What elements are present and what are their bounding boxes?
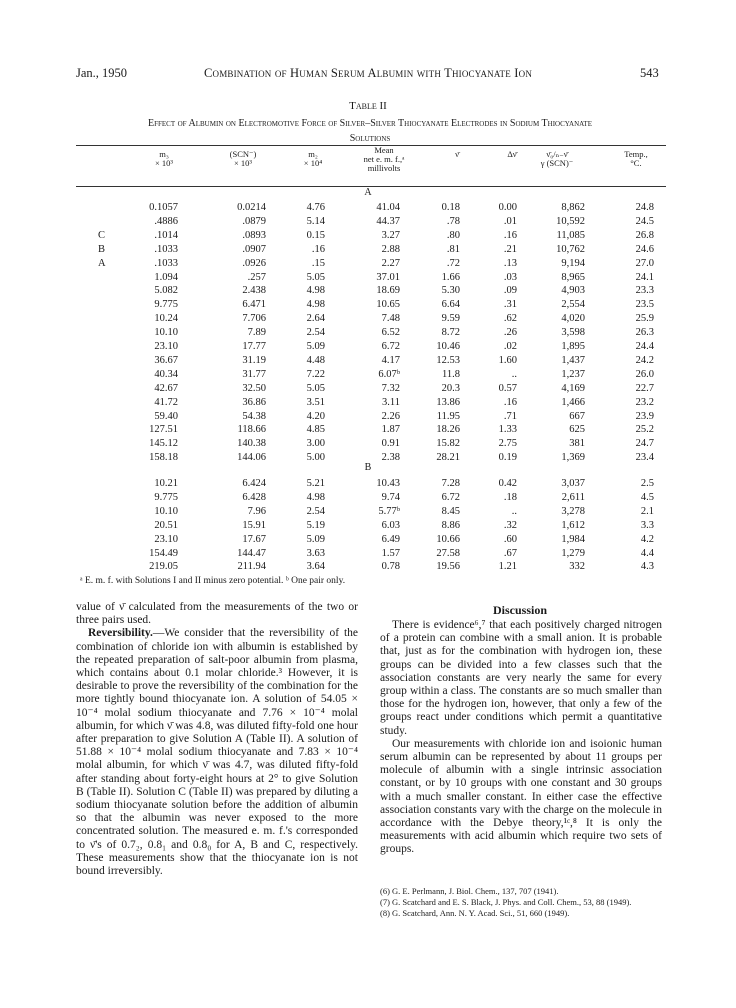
table-cell-ratio: 3,037 (561, 478, 585, 489)
table-cell-delta-nu-bar: .62 (503, 313, 517, 325)
table-cell-m3-x-10-3: 5.082 (154, 285, 178, 297)
column-header-line: × 10³ (234, 158, 252, 168)
table-cell-temp: 27.0 (635, 257, 654, 269)
table-cell-temp: 4.5 (640, 491, 654, 503)
table-cell-m2-x-10-4: 3.51 (306, 396, 325, 408)
table-cell-mean-net-emf: 3.27 (381, 229, 400, 241)
table-cell-nu-bar: 7.28 (441, 478, 460, 489)
table-cell-ratio: 1,369 (561, 452, 585, 464)
table-cell-ratio: 8,862 (561, 202, 585, 213)
table-cell-temp: 4.2 (640, 533, 654, 545)
left-column-text (76, 601, 358, 878)
table-cell-nu-bar: 6.72 (441, 491, 460, 503)
table-cell-temp: 2.5 (640, 478, 654, 489)
table-cell-ratio: 1,237 (561, 368, 585, 380)
table-cell-delta-nu-bar: .02 (503, 341, 517, 352)
table-cell-m3-x-10-3: 219.05 (149, 561, 178, 573)
column-header-line: ν̄₀/ₙ₋ν̄ (546, 149, 568, 159)
table-cell-m2-x-10-4: 5.05 (306, 271, 325, 283)
table-cell-scn-x-10-3: 6.428 (242, 491, 266, 503)
table-cell-mean-net-emf: 9.74 (381, 491, 400, 503)
table-cell-scn-x-10-3: 15.91 (242, 519, 266, 531)
table-cell-ratio: 4,169 (561, 382, 585, 394)
table-cell-m2-x-10-4: 2.54 (306, 505, 325, 517)
table-cell-m3-x-10-3: 10.24 (154, 313, 178, 325)
page-number: 543 (640, 66, 659, 80)
table-cell-nu-bar: 11.8 (442, 368, 460, 380)
table-cell-temp: 23.2 (635, 396, 654, 408)
table-cell-delta-nu-bar: .13 (503, 257, 517, 269)
table-cell-delta-nu-bar: .71 (503, 410, 517, 422)
table-cell-mean-net-emf: 2.27 (381, 257, 400, 269)
table-cell-mean-net-emf: 1.87 (381, 424, 400, 436)
table-section-b-label: B (364, 462, 372, 473)
table-cell-m2-x-10-4: 4.48 (306, 354, 325, 366)
table-cell-delta-nu-bar: .16 (503, 396, 517, 408)
table-cell-scn-x-10-3: 54.38 (242, 410, 266, 422)
table-cell-m2-x-10-4: 2.54 (306, 327, 325, 339)
table-cell-nu-bar: 28.21 (436, 452, 460, 464)
table-cell-m3-x-10-3: 154.49 (149, 547, 178, 559)
column-header-line: Temp., (624, 149, 648, 159)
table-cell-m3-x-10-3: 145.12 (149, 438, 178, 450)
table-cell-mean-net-emf: 6.72 (381, 341, 400, 352)
table-cell-nu-bar: 13.86 (436, 396, 460, 408)
table-cell-temp: 23.4 (635, 452, 654, 464)
table-cell-scn-x-10-3: 36.86 (242, 396, 266, 408)
discussion-paragraph-2: Our measurements with chloride ion and isoionic human serum albumin can be represented by about 11 groups per molecule of albumin with a single intrinsic association constant, or by 10 groups with one constant and 30 groups with a much smaller constant. In either case the effective association constants vary with the charge on the molecule in accordance with the Debye theory,¹ᶜ,⁸ It is only the measurements with acid albumin which require two sets of groups. (380, 737, 662, 856)
table-cell-m3-x-10-3: 36.67 (154, 354, 178, 366)
table-cell-delta-nu-bar: .. (511, 368, 517, 380)
table-cell-m2-x-10-4: 4.98 (306, 285, 325, 297)
table-cell-ratio: 625 (569, 424, 585, 436)
table-cell-temp: 25.9 (635, 313, 654, 325)
table-cell-m2-x-10-4: 3.63 (306, 547, 325, 559)
table-cell-temp: 26.0 (635, 368, 654, 380)
table-cell-ratio: 1,279 (561, 547, 585, 559)
paragraph-continued: value of ν̄ calculated from the measurements of the two or three pairs used. (76, 601, 358, 627)
table-cell-ratio: 9,194 (561, 257, 585, 269)
table-cell-ratio: 1,437 (561, 354, 585, 366)
column-header-line: m₃ (159, 149, 169, 159)
table-cell-temp: 24.7 (635, 438, 654, 450)
table-cell-temp: 25.2 (635, 424, 654, 436)
table-cell-m3-x-10-3: 10.10 (154, 327, 178, 339)
column-header-m2-x-10-4 (273, 150, 353, 168)
table-cell-temp: 24.6 (635, 243, 654, 255)
table-cell-ratio: 332 (569, 561, 585, 573)
table-cell-delta-nu-bar: .26 (503, 327, 517, 339)
table-cell-mean-net-emf: 6.03 (381, 519, 400, 531)
table-cell-nu-bar: 15.82 (436, 438, 460, 450)
table-cell-temp: 4.4 (640, 547, 654, 559)
table-cell-mean-net-emf: 6.49 (381, 533, 400, 545)
table-cell-m2-x-10-4: 7.22 (306, 368, 325, 380)
column-header-line: net e. m. f.,ᵃ (363, 154, 405, 164)
table-cell-ratio: 1,466 (561, 396, 585, 408)
table-cell-scn-x-10-3: 6.471 (242, 299, 266, 311)
table-cell-delta-nu-bar: 2.75 (498, 438, 517, 450)
table-cell-temp: 24.1 (635, 271, 654, 283)
table-cell-ratio: 4,903 (561, 285, 585, 297)
table-cell-m2-x-10-4: 5.19 (306, 519, 325, 531)
table-cell-scn-x-10-3: 7.706 (242, 313, 266, 325)
table-cell-delta-nu-bar: 0.00 (498, 202, 517, 213)
table-cell-temp: 23.5 (635, 299, 654, 311)
table-cell-mean-net-emf: 5.77ᵇ (378, 505, 400, 517)
table-cell-nu-bar: 5.30 (441, 285, 460, 297)
table-cell-nu-bar: .81 (446, 243, 460, 255)
table-caption-line-2: Solutions (349, 133, 391, 144)
column-header-line: × 10⁴ (303, 158, 323, 168)
table-cell-mean-net-emf: 0.91 (381, 438, 400, 450)
column-header-line: γ (SCN)⁻ (540, 158, 574, 168)
table-cell-ratio: 10,592 (556, 215, 585, 227)
running-head-date: Jan., 1950 (76, 66, 128, 80)
table-cell-delta-nu-bar: 1.60 (498, 354, 517, 366)
table-cell-delta-nu-bar: 1.33 (498, 424, 517, 436)
paragraph-reversibility (76, 627, 358, 878)
table-cell-m2-x-10-4: 5.09 (306, 341, 325, 352)
table-cell-delta-nu-bar: 0.19 (498, 452, 517, 464)
table-cell-nu-bar: 8.72 (441, 327, 460, 339)
table-cell-scn-x-10-3: 7.96 (247, 505, 266, 517)
table-cell-m2-x-10-4: 4.20 (306, 410, 325, 422)
table-cell-delta-nu-bar: .. (511, 505, 517, 517)
table-cell-ratio: 2,611 (561, 491, 585, 503)
table-cell-ratio: 10,762 (556, 243, 585, 255)
table-cell-nu-bar: .80 (446, 229, 460, 241)
table-cell-m3-x-10-3: 40.34 (154, 368, 178, 380)
reference-6: (6) G. E. Perlmann, J. Biol. Chem., 137, 707 (1941). (380, 886, 559, 896)
table-cell-delta-nu-bar: .21 (503, 243, 517, 255)
discussion-paragraph-1: There is evidence⁶,⁷ that each positively charged nitrogen of a protein can combine with a small anion. It is probable that, just as for the combination with hydrogen ion, these groups can be divided into a few classes such that the association constants are very nearly the same for every group within a class. The constants are so much smaller than those for the hydrogen ion, however, that only a few of the groups react under conditions which permit a quantitative study. (380, 619, 662, 737)
table-cell-m2-x-10-4: 4.98 (306, 491, 325, 503)
table-cell-m2-x-10-4: 2.64 (306, 313, 325, 325)
table-cell-nu-bar: 10.66 (436, 533, 460, 545)
table-cell-ratio: 8,965 (561, 271, 585, 283)
table-cell-ratio: 381 (569, 438, 585, 450)
table-cell-scn-x-10-3: .0879 (242, 215, 266, 227)
table-cell-m2-x-10-4: 4.85 (306, 424, 325, 436)
table-cell-delta-nu-bar: .31 (503, 299, 517, 311)
reversibility-body: —We consider that the reversibility of the combination of chloride ion with albumin is established by the repeated preparation of salt-poor albumin from plasma, which contains about 0.1 molar chloride.³ However, it is desirable to prove the reversibility of the combination for the more tightly bound thiocyanate ion. A solution of 54.05 × 10⁻⁴ molal sodium thiocyanate and 7.76 × 10⁻⁴ molal albumin, for which ν̄ was 4.8, was diluted fifty-fold one hour after preparation to give Solution A (Table II). A solution of 51.88 × 10⁻⁴ molal sodium thiocyanate and 7.83 × 10⁻⁴ molal albumin, for which ν̄ was 4.7, was diluted fifty-fold after standing about forty-eight hours at 2° to give Solution B (Table II). Solution C (Table II) was prepared by diluting a sodium thiocyanate solution before the addition of albumin so that the albumin was never exposed to the more concentrated solution. The measured e. m. f.'s corresponded to ν̄'s of 0.7₂, 0.8₁ and 0.8₀ for A, B and C, respectively. These measurements show that the thiocyanate ion is not bound irreversibly. (76, 627, 358, 878)
table-cell-temp: 24.4 (635, 341, 654, 352)
running-head-title: Combination of Human Serum Albumin with Thiocyanate Ion (203, 66, 533, 80)
table-cell-delta-nu-bar: .60 (503, 533, 517, 545)
table-cell-scn-x-10-3: 118.66 (237, 424, 266, 436)
table-cell-nu-bar: 9.59 (441, 313, 460, 325)
table-cell-scn-x-10-3: .0893 (242, 229, 266, 241)
table-cell-nu-bar: 1.66 (441, 271, 460, 283)
table-cell-m3-x-10-3: 23.10 (154, 533, 178, 545)
table-cell-m2-x-10-4: .16 (311, 243, 325, 255)
table-cell-m3-x-10-3: 59.40 (154, 410, 178, 422)
table-cell-ratio: 1,895 (561, 341, 585, 352)
table-cell-mean-net-emf: 3.11 (382, 396, 400, 408)
table-cell-m3-x-10-3: 1.094 (154, 271, 178, 283)
column-header-line: Mean (374, 145, 394, 155)
references (380, 886, 662, 919)
table-cell-m3-x-10-3: .1033 (154, 243, 178, 255)
table-cell-temp: 4.3 (640, 561, 654, 573)
table-cell-temp: 3.3 (640, 519, 654, 531)
column-header-scn-x-10-3 (203, 150, 283, 168)
table-cell-scn-x-10-3: 0.0214 (237, 202, 266, 213)
table-cell-ratio: 3,278 (561, 505, 585, 517)
column-header-line: m₂ (308, 149, 318, 159)
table-title: Table II (349, 100, 387, 112)
table-cell-nu-bar: 10.46 (436, 341, 460, 352)
table-cell-nu-bar: 8.86 (441, 519, 460, 531)
table-cell-m3-x-10-3: 158.18 (149, 452, 178, 464)
discussion-heading: Discussion (492, 603, 548, 617)
column-header-line: millivolts (367, 163, 401, 173)
table-cell-m3-x-10-3: 10.21 (154, 478, 178, 489)
table-cell-mean-net-emf: 7.32 (381, 382, 400, 394)
table-cell-mean-net-emf: 41.04 (376, 202, 400, 213)
table-cell-m2-x-10-4: 5.05 (306, 382, 325, 394)
table-cell-temp: 24.8 (635, 202, 654, 213)
table-cell-delta-nu-bar: .16 (503, 229, 517, 241)
table-cell-ratio: 2,554 (561, 299, 585, 311)
table-cell-mean-net-emf: 6.52 (381, 327, 400, 339)
table-cell-m2-x-10-4: 5.21 (306, 478, 325, 489)
table-cell-temp: 23.9 (635, 410, 654, 422)
table-cell-delta-nu-bar: .32 (503, 519, 517, 531)
table-cell-mean-net-emf: 2.88 (381, 243, 400, 255)
table-cell-nu-bar: 11.95 (436, 410, 460, 422)
table-cell-m3-x-10-3: 20.51 (154, 519, 178, 531)
table-cell-scn-x-10-3: 32.50 (242, 382, 266, 394)
table-cell-delta-nu-bar: .01 (503, 215, 517, 227)
reference-7: (7) G. Scatchard and E. S. Black, J. Phys. and Coll. Chem., 53, 88 (1949). (380, 897, 632, 907)
row-solution-label: A (98, 257, 106, 269)
table-cell-ratio: 1,984 (561, 533, 585, 545)
table-cell-ratio: 4,020 (561, 313, 585, 325)
column-header-line: ν̄ (455, 149, 459, 159)
table-cell-m3-x-10-3: 10.10 (154, 505, 178, 517)
table-cell-mean-net-emf: 6.07ᵇ (378, 368, 400, 380)
table-cell-scn-x-10-3: .257 (247, 271, 266, 283)
table-cell-m3-x-10-3: 41.72 (154, 396, 178, 408)
table-cell-scn-x-10-3: 17.77 (242, 341, 266, 352)
column-header-ratio (517, 150, 597, 168)
table-cell-m2-x-10-4: 4.98 (306, 299, 325, 311)
table-cell-m3-x-10-3: 0.1057 (149, 202, 178, 213)
table-cell-scn-x-10-3: 31.77 (242, 368, 266, 380)
table-cell-mean-net-emf: 2.26 (381, 410, 400, 422)
column-header-line: (SCN⁻) (229, 149, 257, 159)
table-cell-nu-bar: 12.53 (436, 354, 460, 366)
table-cell-m3-x-10-3: 23.10 (154, 341, 178, 352)
table-cell-scn-x-10-3: 6.424 (242, 478, 266, 489)
right-column-text (380, 619, 662, 857)
table-cell-delta-nu-bar: .09 (503, 285, 517, 297)
table-cell-delta-nu-bar: .67 (503, 547, 517, 559)
table-cell-scn-x-10-3: 211.94 (237, 561, 266, 573)
table-cell-temp: 26.3 (635, 327, 654, 339)
table-cell-nu-bar: .72 (446, 257, 460, 269)
table-cell-nu-bar: 20.3 (441, 382, 460, 394)
table-cell-temp: 26.8 (635, 229, 654, 241)
table-caption-line-1: Effect of Albumin on Electromotive Force of Silver–Silver Thiocyanate Electrodes in Sodium Thiocyanate (148, 118, 592, 129)
table-cell-m3-x-10-3: .1033 (154, 257, 178, 269)
table-cell-scn-x-10-3: 17.67 (242, 533, 266, 545)
table-cell-m2-x-10-4: 5.09 (306, 533, 325, 545)
table-cell-scn-x-10-3: 31.19 (242, 354, 266, 366)
reference-8: (8) G. Scatchard, Ann. N. Y. Acad. Sci., 51, 660 (1949). (380, 908, 570, 918)
table-caption (70, 116, 670, 146)
table-cell-m3-x-10-3: .1014 (154, 229, 178, 241)
table-cell-m3-x-10-3: .4886 (154, 215, 178, 227)
table-cell-mean-net-emf: 44.37 (376, 215, 400, 227)
table-cell-nu-bar: 0.18 (441, 202, 460, 213)
table-cell-m2-x-10-4: .15 (311, 257, 325, 269)
row-solution-label: B (98, 243, 106, 255)
table-cell-mean-net-emf: 2.38 (381, 452, 400, 464)
column-header-line: °C. (630, 158, 642, 168)
table-cell-mean-net-emf: 1.57 (381, 547, 400, 559)
table-cell-m2-x-10-4: 4.76 (306, 202, 325, 213)
table-cell-delta-nu-bar: .03 (503, 271, 517, 283)
column-header-line: × 10³ (155, 158, 173, 168)
table-cell-ratio: 1,612 (561, 519, 585, 531)
table-cell-scn-x-10-3: 144.06 (237, 452, 266, 464)
table-cell-scn-x-10-3: 2.438 (242, 285, 266, 297)
table-cell-delta-nu-bar: 1.21 (498, 561, 517, 573)
table-cell-ratio: 3,598 (561, 327, 585, 339)
table-cell-nu-bar: 18.26 (436, 424, 460, 436)
table-cell-mean-net-emf: 10.65 (376, 299, 400, 311)
table-cell-m3-x-10-3: 127.51 (149, 424, 178, 436)
table-cell-m2-x-10-4: 3.00 (306, 438, 325, 450)
table-cell-temp: 23.3 (635, 285, 654, 297)
column-header-temp (596, 150, 676, 168)
table-cell-ratio: 667 (569, 410, 585, 422)
row-solution-label: C (98, 229, 106, 241)
column-header-mean-net-emf (344, 146, 424, 173)
table-cell-m2-x-10-4: 3.64 (306, 561, 325, 573)
table-cell-mean-net-emf: 4.17 (381, 354, 400, 366)
table-cell-mean-net-emf: 0.78 (381, 561, 400, 573)
table-cell-delta-nu-bar: .18 (503, 491, 517, 503)
table-cell-nu-bar: 27.58 (436, 547, 460, 559)
table-cell-temp: 24.5 (635, 215, 654, 227)
table-cell-scn-x-10-3: .0907 (242, 243, 266, 255)
table-cell-mean-net-emf: 7.48 (381, 313, 400, 325)
table-cell-mean-net-emf: 18.69 (376, 285, 400, 297)
table-cell-temp: 22.7 (635, 382, 654, 394)
reversibility-heading: Reversibility. (88, 627, 153, 640)
table-cell-mean-net-emf: 37.01 (376, 271, 400, 283)
table-cell-scn-x-10-3: .0926 (242, 257, 266, 269)
table-cell-m3-x-10-3: 42.67 (154, 382, 178, 394)
table-cell-scn-x-10-3: 144.47 (237, 547, 266, 559)
table-section-a-label: A (364, 187, 372, 198)
table-cell-nu-bar: 8.45 (441, 505, 460, 517)
table-cell-mean-net-emf: 10.43 (376, 478, 400, 489)
table-footnote: ᵃ E. m. f. with Solutions I and II minus zero potential. ᵇ One pair only. (80, 576, 346, 586)
column-header-line: Δν̄ (507, 149, 517, 159)
table-cell-m3-x-10-3: 9.775 (154, 299, 178, 311)
table-cell-scn-x-10-3: 7.89 (247, 327, 266, 339)
table-cell-delta-nu-bar: 0.42 (498, 478, 517, 489)
table-cell-ratio: 11,085 (556, 229, 585, 241)
table-cell-m2-x-10-4: 5.00 (306, 452, 325, 464)
table-cell-m2-x-10-4: 0.15 (306, 229, 325, 241)
column-header-m3-x-10-3 (124, 150, 204, 168)
table-cell-nu-bar: 19.56 (436, 561, 460, 573)
table-cell-nu-bar: .78 (446, 215, 460, 227)
table-cell-m2-x-10-4: 5.14 (306, 215, 325, 227)
table-cell-m3-x-10-3: 9.775 (154, 491, 178, 503)
table-cell-nu-bar: 6.64 (441, 299, 460, 311)
table-cell-scn-x-10-3: 140.38 (237, 438, 266, 450)
table-cell-delta-nu-bar: 0.57 (498, 382, 517, 394)
table-cell-temp: 2.1 (640, 505, 654, 517)
table-cell-temp: 24.2 (635, 354, 654, 366)
